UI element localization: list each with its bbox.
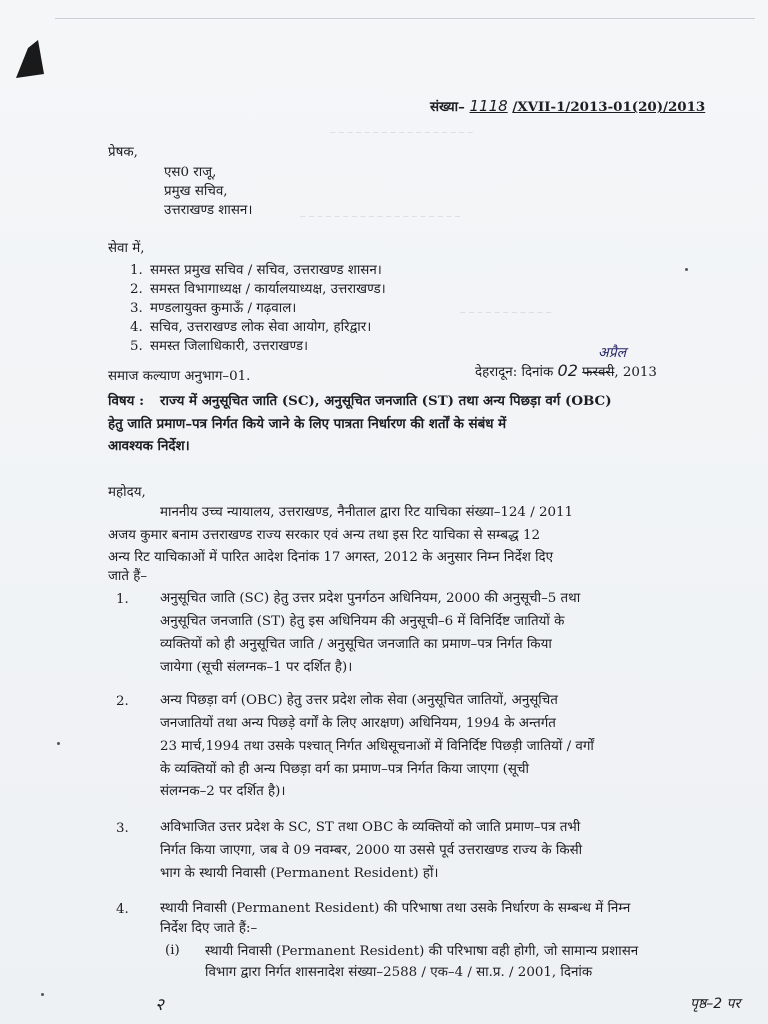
- recipient-text: सचिव, उत्तराखण्ड लोक सेवा आयोग, हरिद्वार।: [150, 320, 372, 335]
- sender-name: एस0 राजू,: [164, 165, 217, 180]
- page-mark: २: [155, 995, 164, 1015]
- scan-speck: [57, 742, 60, 745]
- subpoint-line: स्थायी निवासी (Permanent Resident) की परिभाषा वही होगी, जो सामान्य प्रशासन: [205, 944, 639, 959]
- date-year: , 2013: [614, 365, 657, 380]
- point-number: 1.: [116, 592, 129, 607]
- page-crease: [55, 18, 755, 19]
- point-number: 2.: [116, 694, 129, 709]
- scan-speck: [685, 268, 688, 271]
- recipients-label: सेवा में,: [108, 241, 145, 256]
- recipient-number: 4.: [130, 320, 143, 335]
- recipient-text: समस्त प्रमुख सचिव / सचिव, उत्तराखण्ड शासन।: [150, 263, 382, 278]
- point-line: अनुसूचित जाति (SC) हेतु उत्तर प्रदेश पुनर्गठन अधिनियम, 2000 की अनुसूची–5 तथा: [160, 591, 581, 606]
- point-number: 3.: [116, 821, 129, 836]
- bleed-through-text: ‒ ‒ ‒ ‒ ‒ ‒ ‒ ‒ ‒ ‒ ‒: [460, 308, 552, 318]
- point-number: 4.: [116, 902, 129, 917]
- recipient-text: मण्डलायुक्त कुमाऊँ / गढ़वाल।: [150, 301, 297, 316]
- sender-label: प्रेषक,: [108, 145, 138, 160]
- intro-line: अजय कुमार बनाम उत्तराखण्ड राज्य सरकार एवं अन्य तथा इस रिट याचिका से सम्बद्ध 12: [108, 528, 541, 543]
- sender-office: उत्तराखण्ड शासन।: [164, 203, 253, 218]
- recipient-item: [130, 319, 371, 337]
- recipient-text: समस्त जिलाधिकारी, उत्तराखण्ड।: [150, 339, 309, 354]
- sender-designation: प्रमुख सचिव,: [164, 184, 228, 199]
- point-line: जायेगा (सूची संलग्नक–1 पर दर्शित है)।: [160, 660, 353, 675]
- point-line: भाग के स्थायी निवासी (Permanent Resident) हों।: [160, 866, 439, 881]
- date-place: देहरादून: दिनांक: [475, 365, 554, 380]
- point-line: व्यक्तियों को ही अनुसूचित जाति / अनुसूचित जनजाति का प्रमाण–पत्र निर्गत किया: [160, 637, 552, 652]
- subpoint-line: विभाग द्वारा निर्गत शासनादेश संख्या–2588 / एक–4 / सा.प्र. / 2001, दिनांक: [205, 965, 593, 980]
- handwritten-month: अप्रैल: [598, 345, 627, 361]
- point-line: अविभाजित उत्तर प्रदेश के SC, ST तथा OBC के व्यक्तियों को जाति प्रमाण–पत्र तभी: [160, 820, 581, 835]
- point-line: अन्य पिछड़ा वर्ग (OBC) हेतु उत्तर प्रदेश लोक सेवा (अनुसूचित जातियों, अनुसूचित: [160, 693, 558, 708]
- point-line: अनुसूचित जनजाति (ST) हेतु इस अधिनियम की अनुसूची–6 में विनिर्दिष्ट जातियों के: [160, 614, 565, 629]
- subject-line: राज्य में अनुसूचित जाति (SC), अनुसूचित जनजाति (ST) तथा अन्य पिछड़ा वर्ग (OBC): [160, 393, 612, 409]
- reference-number: [430, 97, 705, 116]
- recipient-item: [130, 281, 386, 299]
- subject-line: आवश्यक निर्देश।: [108, 438, 190, 454]
- point-line: निर्देश दिए जाते हैं:–: [160, 921, 258, 936]
- reference-handwritten-number: 1118: [469, 97, 508, 115]
- bleed-through-text: ‒ ‒ ‒ ‒ ‒ ‒ ‒ ‒ ‒ ‒ ‒ ‒ ‒ ‒ ‒ ‒ ‒ ‒ ‒: [300, 212, 461, 222]
- subject-label: विषय :: [108, 393, 145, 409]
- salutation: महोदय,: [108, 485, 146, 500]
- point-line: निर्गत किया जाएगा, जब वे 09 नवम्बर, 2000 या उससे पूर्व उत्तराखण्ड राज्य के किसी: [160, 843, 583, 858]
- date-day-handwritten: 02: [557, 361, 578, 380]
- point-line: स्थायी निवासी (Permanent Resident) की परिभाषा तथा उसके निर्धारण के सम्बन्ध में निम्न: [160, 901, 631, 916]
- scan-speck: [41, 993, 44, 996]
- continued-note: पृष्ठ–2 पर: [690, 996, 741, 1012]
- recipient-number: 2.: [130, 282, 143, 297]
- point-line: जनजातियों तथा अन्य पिछड़े वर्गों के लिए आरक्षण) अधिनियम, 1994 के अन्तर्गत: [160, 716, 556, 731]
- folded-corner-mark: [14, 36, 58, 80]
- section-label: समाज कल्याण अनुभाग–01.: [108, 369, 251, 384]
- intro-line: जाते हैं–: [108, 569, 148, 584]
- bleed-through-text: ‒ ‒ ‒ ‒ ‒ ‒ ‒ ‒ ‒ ‒ ‒ ‒ ‒ ‒ ‒ ‒ ‒: [330, 128, 474, 138]
- recipient-item: [130, 262, 382, 280]
- subpoint-number: (i): [165, 943, 180, 958]
- recipient-text: समस्त विभागाध्यक्ष / कार्यालयाध्यक्ष, उत्तराखण्ड।: [150, 282, 386, 297]
- date-line: [475, 362, 657, 382]
- recipient-number: 1.: [130, 263, 143, 278]
- intro-line: अन्य रिट याचिकाओं में पारित आदेश दिनांक 17 अगस्त, 2012 के अनुसार निम्न निर्देश दिए: [108, 550, 554, 565]
- point-line: संलग्नक–2 पर दर्शित है)।: [160, 784, 286, 799]
- date-month-struck: फरवरी: [582, 365, 615, 380]
- recipient-number: 3.: [130, 301, 143, 316]
- recipient-number: 5.: [130, 339, 143, 354]
- point-line: 23 मार्च,1994 तथा उसके पश्चात् निर्गत अधिसूचनाओं में विनिर्दिष्ट पिछड़ी जातियों / वर्गों: [160, 739, 594, 754]
- point-line: के व्यक्तियों को ही अन्य पिछड़ा वर्ग का प्रमाण–पत्र निर्गत किया जाएगा (सूची: [160, 762, 529, 777]
- intro-line: माननीय उच्च न्यायालय, उत्तराखण्ड, नैनीताल द्वारा रिट याचिका संख्या–124 / 2011: [160, 505, 574, 520]
- subject-line: हेतु जाति प्रमाण–पत्र निर्गत किये जाने के लिए पात्रता निर्धारण की शर्तों के संबंध में: [108, 416, 507, 432]
- recipient-item: [130, 300, 296, 318]
- recipient-item: [130, 338, 308, 356]
- reference-label: संख्या–: [430, 99, 465, 115]
- reference-suffix: /XVII-1/2013-01(20)/2013: [512, 99, 706, 115]
